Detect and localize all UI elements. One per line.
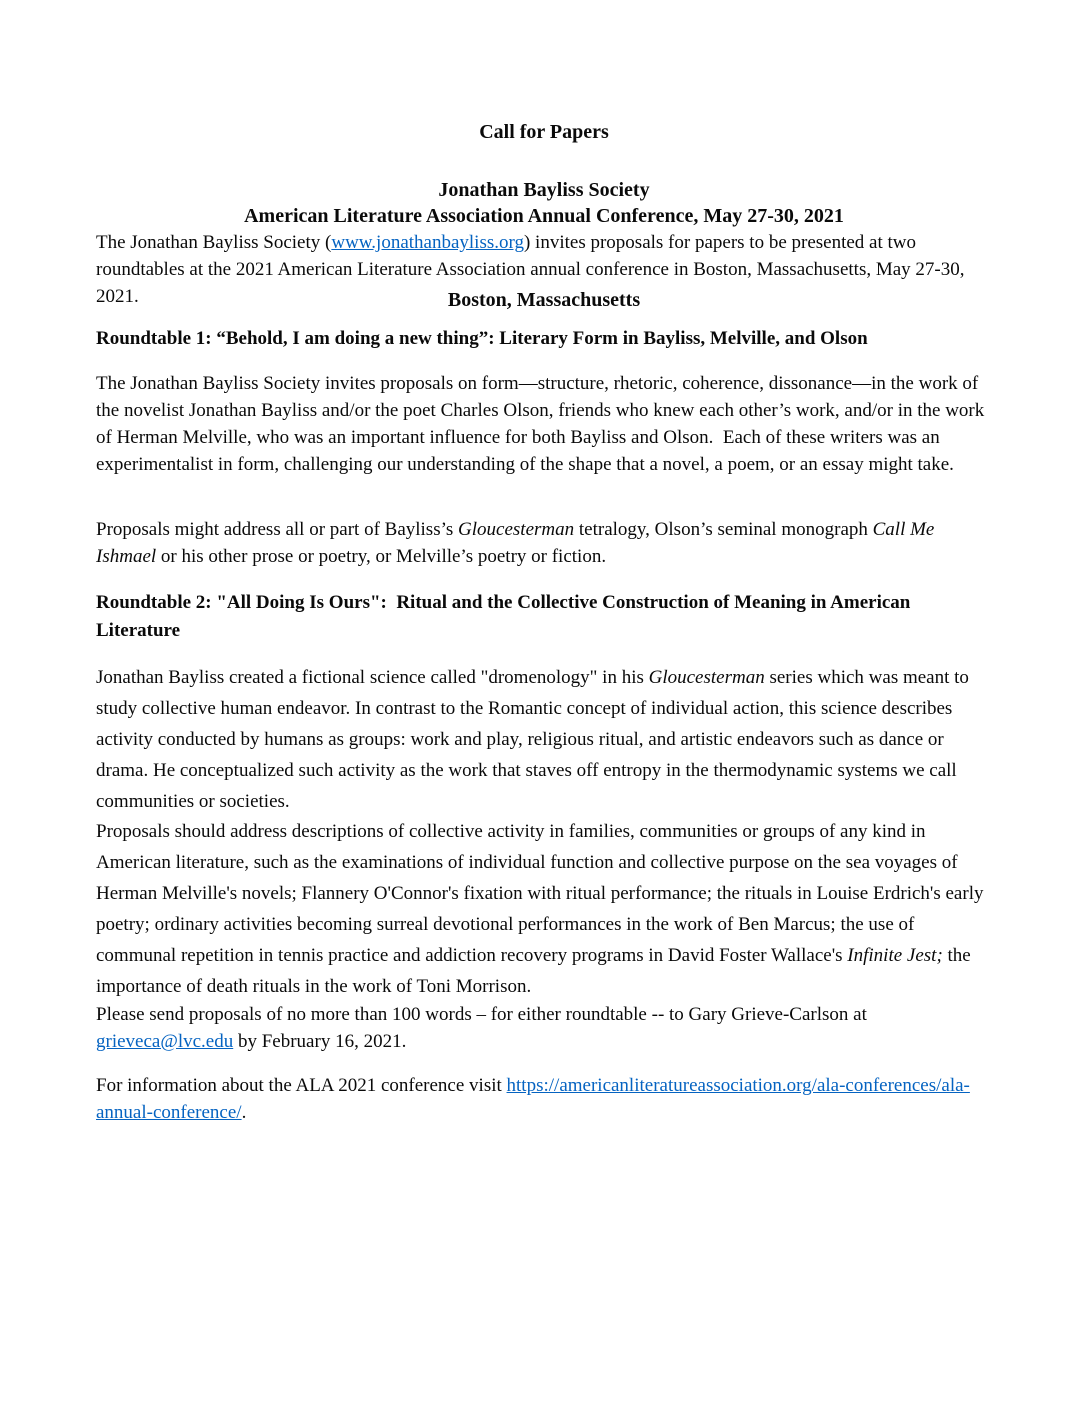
society-website-link[interactable]: www.jonathanbayliss.org [331,232,524,253]
roundtable2-heading: Roundtable 2: "All Doing Is Ours": Ritual and the Collective Construction of Meaning in American Literature [96,592,916,641]
info-paragraph [96,1072,992,1126]
intro-text-before-link: The Jonathan Bayliss Society ( [96,232,332,253]
submission-paragraph [96,1001,992,1055]
header-title: Call for Papers [479,121,609,143]
document-header [96,62,992,370]
info-text-before-link: For information about the ALA 2021 conference visit [96,1075,507,1096]
gloucesterman-series-italic: Gloucesterman [648,667,765,688]
roundtable2-para2-text-b: the importance of death rituals in the work of Toni Morrison. [96,945,976,997]
submission-text-before-link: Please send proposals of no more than 100 words – for either roundtable -- to Gary Grieve-Carlson at [96,1004,872,1025]
roundtable1-paragraph2 [96,516,992,570]
roundtable2-para1-text-a: Jonathan Bayliss created a fictional science called "dromenology" in his [96,667,649,688]
submission-text-after-link: by February 16, 2021. [233,1031,407,1052]
roundtable1-para2-text-a: Proposals might address all or part of Bayliss’s [96,519,459,540]
roundtable2-paragraph1 [96,662,992,817]
roundtable2-paragraph2 [96,816,992,1002]
gloucesterman-title-italic: Gloucesterman [458,519,575,540]
roundtable2-para2-text-a: Proposals should address descriptions of collective activity in families, communities or groups of any kind in American literature, such as the examinations of individual function and collective purpose on the sea voyages of Herman Melville's novels; Flannery O'Connor's fixation with ritual performance; the rituals in Louise Erdrich's early poetry; ordinary activities becoming surreal devotional performances in the work of Ben Marcus; the use of communal repetition in tennis practice and addiction recovery programs in David Foster Wallace's [96,821,989,966]
info-text-after-link: . [241,1102,247,1123]
contact-email-link[interactable]: grieveca@lvc.edu [96,1031,234,1052]
roundtable1-para2-text-c: or his other prose or poetry, or Melville’s poetry or fiction. [156,546,607,567]
call-me-ishmael-title-italic: Call Me Ishmael [96,519,940,567]
infinite-jest-title-italic: Infinite Jest; [847,945,943,966]
intro-text-after-link: ) invites proposals for papers to be presented at two roundtables at the 2021 American Literature Association annual conference in Boston, Massachusetts, May 27-30, 2021. [96,232,970,307]
roundtable1-heading: Roundtable 1: “Behold, I am doing a new thing”: Literary Form in Bayliss, Melville, and Olson [96,328,868,349]
header-conference: American Literature Association Annual Conference, May 27-30, 2021 [244,205,844,227]
society-title: Jonathan Bayliss Society [438,179,650,201]
roundtable1-paragraph1: The Jonathan Bayliss Society invites proposals on form—structure, rhetoric, coherence, dissonance—in the work of the novelist Jonathan Bayliss and/or the poet Charles Olson, friends who knew each other’s work, and/or in the work of Herman Melville, who was an important influence for both Bayliss and Olson. Each of these writers was an experimentalist in form, challenging our understanding of the shape that a novel, a poem, or an essay might take. [96,373,989,475]
ala-conference-link[interactable]: https://americanliteratureassociation.org/ala-conferences/ala-annual-conference/ [96,1075,970,1123]
header-location: Boston, Massachusetts [447,289,641,311]
roundtable1-para2-text-b: tetralogy, Olson’s seminal monograph [574,519,873,540]
intro-paragraph [96,229,992,310]
roundtable2-para1-text-b: series which was meant to study collective human endeavor. In contrast to the Romantic concept of individual action, this science describes activity conducted by humans as groups: work and play, religious ritual, and artistic endeavors such as dance or drama. He conceptualized such activity as the work that staves off entropy in the thermodynamic systems we call communities or societies. [96,667,974,812]
